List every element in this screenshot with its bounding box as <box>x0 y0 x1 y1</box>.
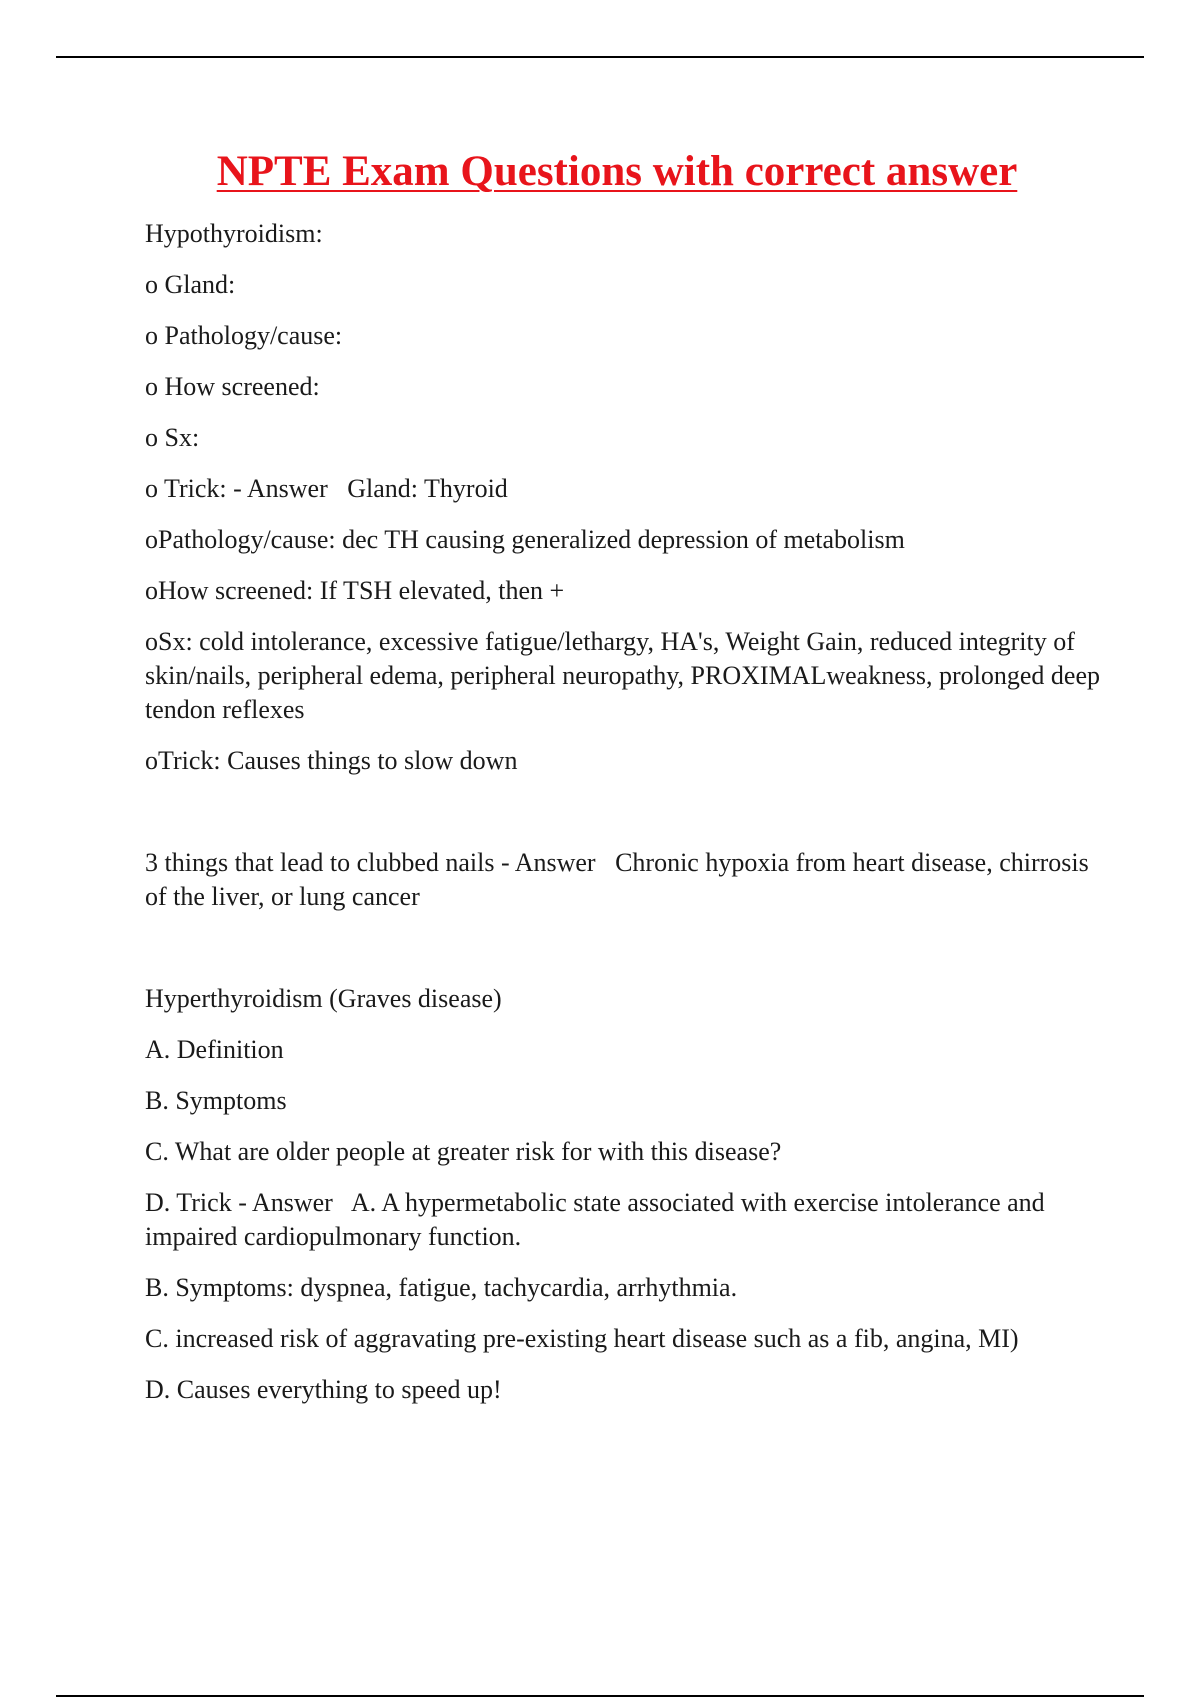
paragraph-trick-slow-answer: oTrick: Causes things to slow down <box>145 746 518 775</box>
paragraph-screened-answer: oHow screened: If TSH elevated, then + <box>145 576 565 605</box>
paragraph-hyperthyroidism-heading: Hyperthyroidism (Graves disease) <box>145 984 502 1013</box>
document-body <box>145 217 1105 1424</box>
paragraph-gland-prompt: o Gland: <box>145 270 236 299</box>
paragraph-hypothyroidism-heading: Hypothyroidism: <box>145 219 323 248</box>
paragraph-trick-definition-answer: D. Trick - Answer A. A hypermetabolic state associated with exercise intolerance and impaired cardiopulmonary function. <box>145 1188 1052 1251</box>
paragraph-definition-prompt: A. Definition <box>145 1035 284 1064</box>
paragraph-symptoms-prompt: B. Symptoms <box>145 1086 287 1115</box>
paragraph-screened-prompt: o How screened: <box>145 372 320 401</box>
paragraph-sx-answer: oSx: cold intolerance, excessive fatigue/lethargy, HA's, Weight Gain, reduced integrity of skin/nails, peripheral edema, peripheral neuropathy, PROXIMALweakness, prolonged deep tendon reflexes <box>145 627 1107 724</box>
paragraph-older-people-prompt: C. What are older people at greater risk for with this disease? <box>145 1137 782 1166</box>
document-title <box>0 147 1200 197</box>
footer-rule <box>56 1695 1144 1697</box>
document-title-text: NPTE Exam Questions with correct answer <box>216 148 1018 195</box>
paragraph-older-people-answer: C. increased risk of aggravating pre-existing heart disease such as a fib, angina, MI) <box>145 1324 1019 1353</box>
paragraph-sx-prompt: o Sx: <box>145 423 200 452</box>
paragraph-trick-answer: o Trick: - Answer Gland: Thyroid <box>145 474 508 503</box>
paragraph-speed-up-answer: D. Causes everything to speed up! <box>145 1375 502 1404</box>
paragraph-pathology-answer: oPathology/cause: dec TH causing generalized depression of metabolism <box>145 525 905 554</box>
paragraph-pathology-prompt: o Pathology/cause: <box>145 321 343 350</box>
header-rule <box>56 56 1144 58</box>
paragraph-clubbed-nails: 3 things that lead to clubbed nails - Answer Chronic hypoxia from heart disease, chirrosis of the liver, or lung cancer <box>145 848 1096 911</box>
paragraph-symptoms-answer: B. Symptoms: dyspnea, fatigue, tachycardia, arrhythmia. <box>145 1273 738 1302</box>
